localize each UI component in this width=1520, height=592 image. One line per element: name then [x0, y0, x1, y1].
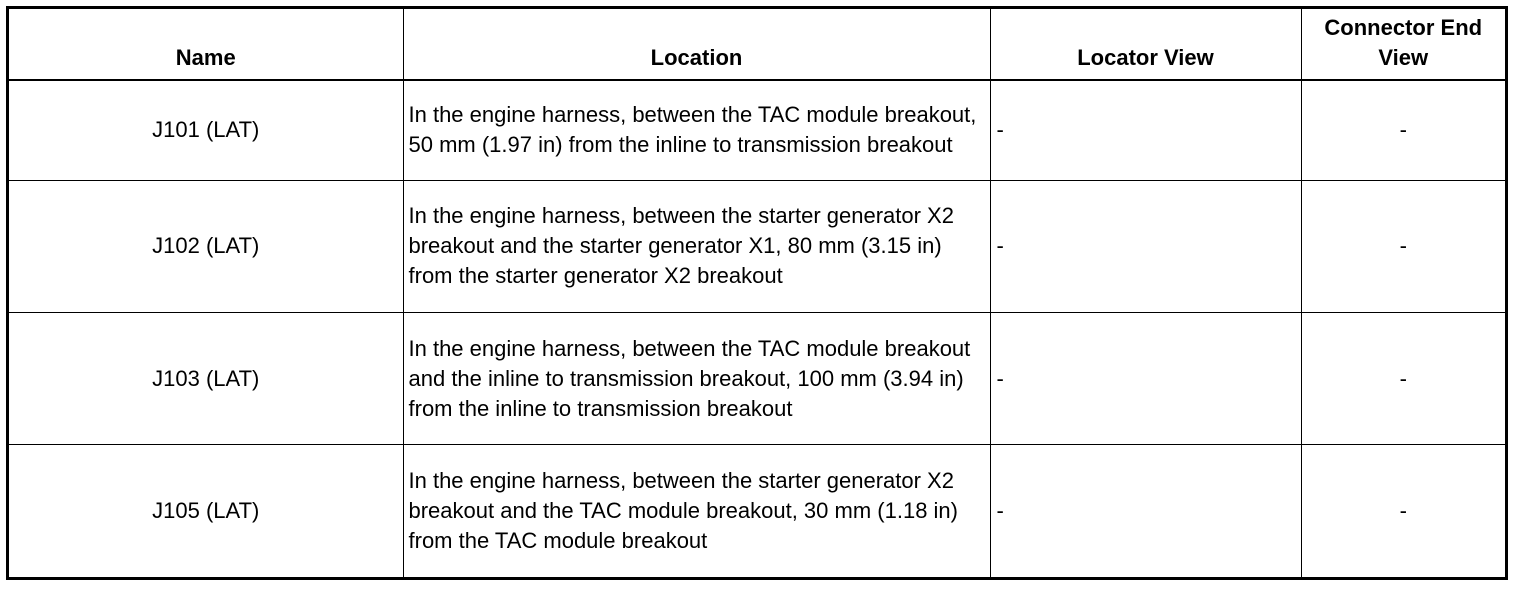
header-name: Name: [9, 9, 403, 80]
row-location: In the engine harness, between the starter generator X2 breakout and the starter generator X1, 80 mm (3.15 in) from the starter generator X2 breakout: [403, 180, 990, 312]
table-row: [9, 80, 1505, 180]
header-row: [9, 9, 1505, 80]
table-row: [9, 312, 1505, 444]
row-locator-view: -: [990, 180, 1301, 312]
row-location: In the engine harness, between the starter generator X2 breakout and the TAC module breakout, 30 mm (1.18 in) from the TAC module breakout: [403, 445, 990, 577]
row-locator-view: -: [990, 445, 1301, 577]
row-locator-view: -: [990, 312, 1301, 444]
table-row: [9, 445, 1505, 577]
header-connector-end-view-line1: Connector End: [1324, 15, 1483, 40]
header-locator-view: Locator View: [990, 9, 1301, 80]
row-connector-end-view: -: [1301, 445, 1505, 577]
header-location: Location: [403, 9, 990, 80]
connector-table-grid: [9, 9, 1505, 577]
row-locator-view: -: [990, 80, 1301, 180]
row-name: J103 (LAT): [9, 312, 403, 444]
row-location: In the engine harness, between the TAC module breakout, 50 mm (1.97 in) from the inline to transmission breakout: [403, 80, 990, 180]
connector-table: [6, 6, 1508, 580]
row-name: J105 (LAT): [9, 445, 403, 577]
row-name: J101 (LAT): [9, 80, 403, 180]
row-connector-end-view: -: [1301, 312, 1505, 444]
row-connector-end-view: -: [1301, 180, 1505, 312]
header-connector-end-view: [1301, 9, 1505, 80]
row-location: In the engine harness, between the TAC module breakout and the inline to transmission breakout, 100 mm (3.94 in) from the inline to transmission breakout: [403, 312, 990, 444]
header-connector-end-view-line2: View: [1378, 45, 1429, 70]
row-connector-end-view: -: [1301, 80, 1505, 180]
table-row: [9, 180, 1505, 312]
row-name: J102 (LAT): [9, 180, 403, 312]
